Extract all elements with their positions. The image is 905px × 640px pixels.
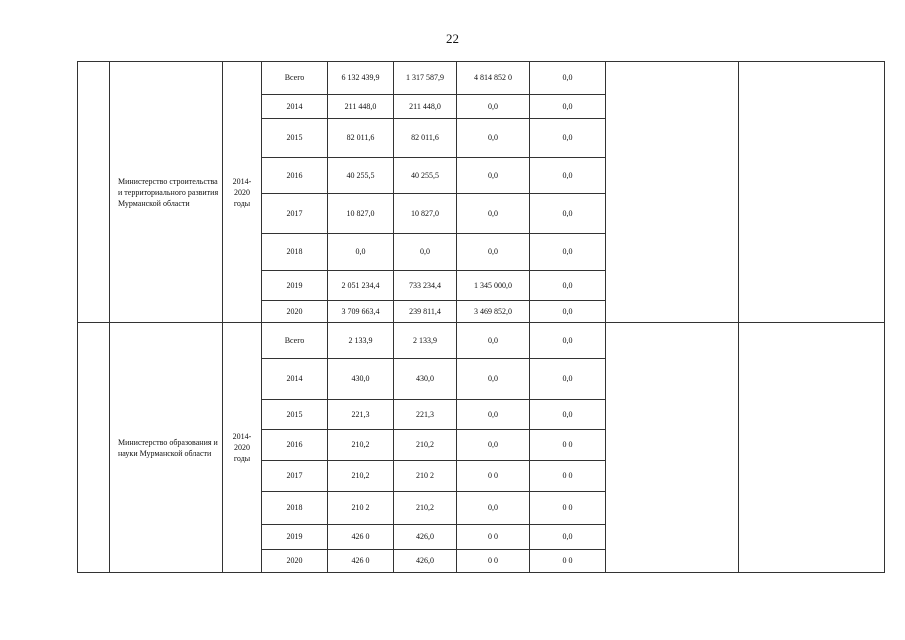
value-cell: 211 448,0 bbox=[394, 95, 457, 119]
value-cell: 0,0 bbox=[530, 119, 606, 158]
value-cell: 0,0 bbox=[394, 234, 457, 271]
value-cell: 82 011,6 bbox=[394, 119, 457, 158]
value-cell: 10 827,0 bbox=[394, 194, 457, 234]
period-cell: 2014-2020 годы bbox=[223, 62, 262, 323]
value-cell: 40 255,5 bbox=[394, 158, 457, 194]
value-cell: 239 811,4 bbox=[394, 301, 457, 323]
total-cell: 3 709 663,4 bbox=[328, 301, 394, 323]
total-cell: 426 0 bbox=[328, 550, 394, 573]
value-cell: 0 0 bbox=[530, 492, 606, 525]
value-cell: 0 0 bbox=[530, 550, 606, 573]
value-cell: 0,0 bbox=[457, 430, 530, 461]
year-cell: 2016 bbox=[262, 430, 328, 461]
value-cell: 426,0 bbox=[394, 550, 457, 573]
total-cell: 426 0 bbox=[328, 525, 394, 550]
year-cell: 2019 bbox=[262, 271, 328, 301]
value-cell: 0 0 bbox=[457, 525, 530, 550]
year-cell: Всего bbox=[262, 323, 328, 359]
year-cell: 2018 bbox=[262, 234, 328, 271]
value-cell: 1 345 000,0 bbox=[457, 271, 530, 301]
period-cell: 2014-2020 годы bbox=[223, 323, 262, 573]
value-cell: 0,0 bbox=[530, 301, 606, 323]
value-cell: 733 234,4 bbox=[394, 271, 457, 301]
total-cell: 2 133,9 bbox=[328, 323, 394, 359]
value-cell: 2 133,9 bbox=[394, 323, 457, 359]
value-cell: 0,0 bbox=[530, 271, 606, 301]
total-cell: 6 132 439,9 bbox=[328, 62, 394, 95]
value-cell: 0,0 bbox=[530, 62, 606, 95]
table-row bbox=[78, 323, 885, 359]
value-cell: 0,0 bbox=[457, 359, 530, 400]
total-cell: 211 448,0 bbox=[328, 95, 394, 119]
empty-cell bbox=[739, 62, 885, 323]
value-cell: 0,0 bbox=[457, 492, 530, 525]
value-cell: 0,0 bbox=[457, 158, 530, 194]
total-cell: 210,2 bbox=[328, 461, 394, 492]
value-cell: 0,0 bbox=[530, 323, 606, 359]
value-cell: 0 0 bbox=[530, 461, 606, 492]
value-cell: 0 0 bbox=[530, 430, 606, 461]
year-cell: 2015 bbox=[262, 119, 328, 158]
total-cell: 10 827,0 bbox=[328, 194, 394, 234]
value-cell: 210,2 bbox=[394, 492, 457, 525]
row-number-cell bbox=[78, 323, 110, 573]
value-cell: 210 2 bbox=[394, 461, 457, 492]
value-cell: 426,0 bbox=[394, 525, 457, 550]
value-cell: 0,0 bbox=[530, 194, 606, 234]
value-cell: 0,0 bbox=[530, 95, 606, 119]
year-cell: Всего bbox=[262, 62, 328, 95]
value-cell: 221,3 bbox=[394, 400, 457, 430]
value-cell: 0,0 bbox=[457, 234, 530, 271]
value-cell: 0,0 bbox=[457, 95, 530, 119]
value-cell: 3 469 852,0 bbox=[457, 301, 530, 323]
total-cell: 210,2 bbox=[328, 430, 394, 461]
year-cell: 2014 bbox=[262, 95, 328, 119]
value-cell: 0,0 bbox=[530, 158, 606, 194]
value-cell: 0,0 bbox=[530, 400, 606, 430]
value-cell: 430,0 bbox=[394, 359, 457, 400]
value-cell: 0,0 bbox=[530, 359, 606, 400]
year-cell: 2020 bbox=[262, 301, 328, 323]
value-cell: 0,0 bbox=[457, 194, 530, 234]
year-cell: 2015 bbox=[262, 400, 328, 430]
year-cell: 2014 bbox=[262, 359, 328, 400]
value-cell: 0 0 bbox=[457, 550, 530, 573]
value-cell: 0,0 bbox=[457, 400, 530, 430]
total-cell: 40 255,5 bbox=[328, 158, 394, 194]
total-cell: 221,3 bbox=[328, 400, 394, 430]
budget-table bbox=[77, 61, 885, 573]
value-cell: 0,0 bbox=[457, 119, 530, 158]
empty-cell bbox=[606, 62, 739, 323]
year-cell: 2019 bbox=[262, 525, 328, 550]
row-number-cell bbox=[78, 62, 110, 323]
empty-cell bbox=[739, 323, 885, 573]
year-cell: 2018 bbox=[262, 492, 328, 525]
total-cell: 0,0 bbox=[328, 234, 394, 271]
page-number: 22 bbox=[446, 31, 459, 46]
year-cell: 2017 bbox=[262, 461, 328, 492]
total-cell: 2 051 234,4 bbox=[328, 271, 394, 301]
value-cell: 210,2 bbox=[394, 430, 457, 461]
total-cell: 82 011,6 bbox=[328, 119, 394, 158]
empty-cell bbox=[606, 323, 739, 573]
value-cell: 0,0 bbox=[457, 323, 530, 359]
value-cell: 0 0 bbox=[457, 461, 530, 492]
table-row bbox=[78, 62, 885, 95]
value-cell: 1 317 587,9 bbox=[394, 62, 457, 95]
value-cell: 0,0 bbox=[530, 234, 606, 271]
year-cell: 2016 bbox=[262, 158, 328, 194]
organization-cell: Министерство строительства и территориального развития Мурманской области bbox=[110, 62, 223, 323]
value-cell: 0,0 bbox=[530, 525, 606, 550]
total-cell: 210 2 bbox=[328, 492, 394, 525]
year-cell: 2020 bbox=[262, 550, 328, 573]
value-cell: 4 814 852 0 bbox=[457, 62, 530, 95]
year-cell: 2017 bbox=[262, 194, 328, 234]
organization-cell: Министерство образования и науки Мурманской области bbox=[110, 323, 223, 573]
total-cell: 430,0 bbox=[328, 359, 394, 400]
